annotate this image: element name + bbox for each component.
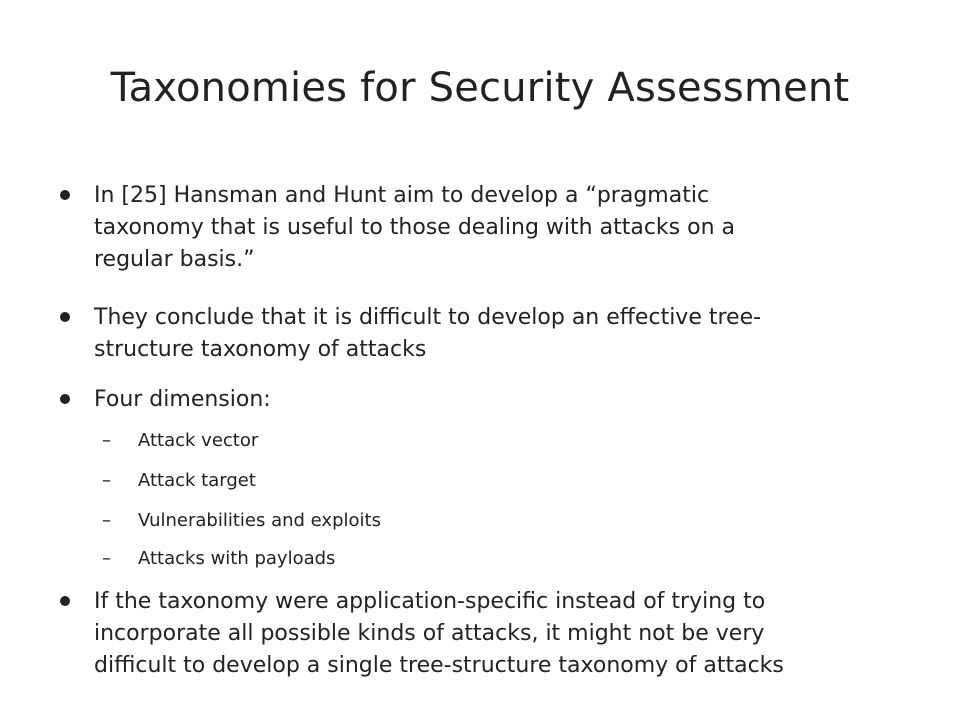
sub-item-text: Attack target xyxy=(138,470,256,491)
bullet-line: regular basis.” xyxy=(94,247,255,272)
dash-icon: – xyxy=(102,430,111,451)
bullet-dot-icon xyxy=(60,394,70,404)
sub-item-text: Attack vector xyxy=(138,430,259,451)
bullet-line: structure taxonomy of attacks xyxy=(94,337,427,362)
bullet-dot-icon xyxy=(60,312,70,322)
dash-icon: – xyxy=(102,510,111,531)
bullet-text xyxy=(94,384,920,416)
bullet-line: Four dimension: xyxy=(94,387,271,412)
bullet-dot-icon xyxy=(60,596,70,606)
bullet-line: taxonomy that is useful to those dealing with attacks on a xyxy=(94,215,735,240)
bullet-line: If the taxonomy were application-specific instead of trying to xyxy=(94,589,766,614)
bullet-dot-icon xyxy=(60,190,70,200)
slide-title: Taxonomies for Security Assessment xyxy=(110,65,850,111)
bullet-text xyxy=(94,586,920,682)
bullet-line: They conclude that it is difficult to develop an effective tree- xyxy=(94,305,762,330)
sub-item-text: Attacks with payloads xyxy=(138,548,336,569)
dash-icon: – xyxy=(102,548,111,569)
bullet-text xyxy=(94,180,920,276)
bullet-line: incorporate all possible kinds of attacks, it might not be very xyxy=(94,621,765,646)
dash-icon: – xyxy=(102,470,111,491)
bullet-line: difficult to develop a single tree-structure taxonomy of attacks xyxy=(94,653,784,678)
bullet-text xyxy=(94,302,920,366)
bullet-line: In [25] Hansman and Hunt aim to develop a “pragmatic xyxy=(94,183,710,208)
sub-item-text: Vulnerabilities and exploits xyxy=(138,510,381,531)
